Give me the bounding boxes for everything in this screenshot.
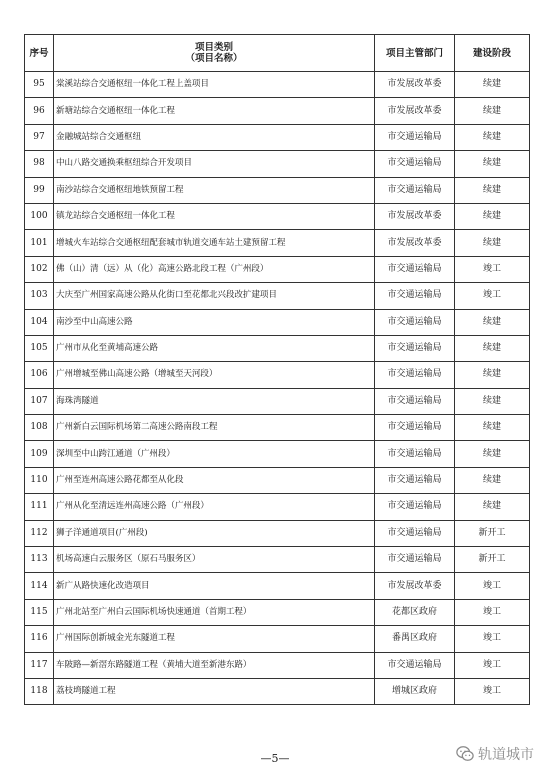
table-row bbox=[25, 283, 530, 309]
table-row bbox=[25, 177, 530, 203]
row-department: 市发展改革委 bbox=[375, 203, 455, 229]
page-number: —5— bbox=[260, 752, 290, 765]
row-project-name: 中山八路交通换乘枢纽综合开发项目 bbox=[54, 151, 375, 177]
row-stage: 续建 bbox=[455, 441, 530, 467]
row-department: 市交通运输局 bbox=[375, 335, 455, 361]
row-number: 100 bbox=[25, 203, 54, 229]
table-row bbox=[25, 599, 530, 625]
row-stage: 续建 bbox=[455, 335, 530, 361]
row-number: 115 bbox=[25, 599, 54, 625]
row-project-name: 大庆至广州国家高速公路从化街口至花都北兴段改扩建项目 bbox=[54, 283, 375, 309]
row-stage: 续建 bbox=[455, 362, 530, 388]
row-project-name: 佛（山）清（远）从（化）高速公路北段工程（广州段） bbox=[54, 256, 375, 282]
row-number: 95 bbox=[25, 72, 54, 98]
row-number: 111 bbox=[25, 494, 54, 520]
row-project-name: 南沙站综合交通枢纽地铁预留工程 bbox=[54, 177, 375, 203]
table-row bbox=[25, 467, 530, 493]
row-stage: 续建 bbox=[455, 494, 530, 520]
row-stage: 续建 bbox=[455, 124, 530, 150]
row-project-name: 海珠湾隧道 bbox=[54, 388, 375, 414]
row-department: 市交通运输局 bbox=[375, 520, 455, 546]
row-department: 市交通运输局 bbox=[375, 467, 455, 493]
row-number: 102 bbox=[25, 256, 54, 282]
row-project-name: 广州新白云国际机场第二高速公路南段工程 bbox=[54, 415, 375, 441]
header-name-line1: 项目类别 bbox=[194, 42, 233, 53]
table-row bbox=[25, 520, 530, 546]
row-number: 98 bbox=[25, 151, 54, 177]
table-row bbox=[25, 652, 530, 678]
row-project-name: 广州至连州高速公路花都至从化段 bbox=[54, 467, 375, 493]
row-number: 103 bbox=[25, 283, 54, 309]
row-department: 市交通运输局 bbox=[375, 441, 455, 467]
table-row bbox=[25, 494, 530, 520]
row-project-name: 广州北站至广州白云国际机场快速通道（首期工程） bbox=[54, 599, 375, 625]
row-number: 116 bbox=[25, 626, 54, 652]
row-project-name: 广州增城至佛山高速公路（增城至天河段） bbox=[54, 362, 375, 388]
row-number: 110 bbox=[25, 467, 54, 493]
row-department: 市交通运输局 bbox=[375, 547, 455, 573]
header-name-line2: （项目名称） bbox=[185, 53, 243, 64]
table-row bbox=[25, 362, 530, 388]
row-stage: 竣工 bbox=[455, 573, 530, 599]
row-number: 97 bbox=[25, 124, 54, 150]
row-stage: 续建 bbox=[455, 388, 530, 414]
row-project-name: 棠溪站综合交通枢纽一体化工程上盖项目 bbox=[54, 72, 375, 98]
row-department: 市交通运输局 bbox=[375, 309, 455, 335]
row-stage: 竣工 bbox=[455, 283, 530, 309]
row-department: 市发展改革委 bbox=[375, 72, 455, 98]
row-department: 番禺区政府 bbox=[375, 626, 455, 652]
row-stage: 竣工 bbox=[455, 626, 530, 652]
row-stage: 续建 bbox=[455, 151, 530, 177]
row-department: 市交通运输局 bbox=[375, 494, 455, 520]
header-dept: 项目主管部门 bbox=[375, 35, 455, 72]
row-stage: 竣工 bbox=[455, 256, 530, 282]
row-department: 市交通运输局 bbox=[375, 388, 455, 414]
row-number: 106 bbox=[25, 362, 54, 388]
table-row bbox=[25, 441, 530, 467]
row-department: 市交通运输局 bbox=[375, 283, 455, 309]
row-department: 花都区政府 bbox=[375, 599, 455, 625]
watermark-text: 轨道城市 bbox=[478, 747, 534, 763]
row-project-name: 荔枝塆隧道工程 bbox=[54, 678, 375, 704]
row-number: 96 bbox=[25, 98, 54, 124]
row-number: 105 bbox=[25, 335, 54, 361]
row-department: 市交通运输局 bbox=[375, 124, 455, 150]
table-row bbox=[25, 626, 530, 652]
row-stage: 竣工 bbox=[455, 599, 530, 625]
row-project-name: 车陂路—新滘东路隧道工程（黄埔大道至新港东路） bbox=[54, 652, 375, 678]
row-number: 113 bbox=[25, 547, 54, 573]
wechat-icon bbox=[456, 745, 474, 763]
row-project-name: 新广从路快速化改造项目 bbox=[54, 573, 375, 599]
row-department: 市交通运输局 bbox=[375, 362, 455, 388]
row-project-name: 金融城站综合交通枢纽 bbox=[54, 124, 375, 150]
row-stage: 续建 bbox=[455, 177, 530, 203]
row-project-name: 广州从化至清远连州高速公路（广州段） bbox=[54, 494, 375, 520]
row-number: 104 bbox=[25, 309, 54, 335]
row-stage: 续建 bbox=[455, 230, 530, 256]
row-number: 114 bbox=[25, 573, 54, 599]
row-project-name: 广州市从化至黄埔高速公路 bbox=[54, 335, 375, 361]
row-stage: 续建 bbox=[455, 98, 530, 124]
table-row bbox=[25, 256, 530, 282]
row-number: 109 bbox=[25, 441, 54, 467]
row-department: 市发展改革委 bbox=[375, 98, 455, 124]
row-project-name: 镇龙站综合交通枢纽一体化工程 bbox=[54, 203, 375, 229]
row-department: 市交通运输局 bbox=[375, 256, 455, 282]
row-stage: 续建 bbox=[455, 415, 530, 441]
row-stage: 续建 bbox=[455, 309, 530, 335]
row-project-name: 广州国际创新城金光东隧道工程 bbox=[54, 626, 375, 652]
row-stage: 新开工 bbox=[455, 547, 530, 573]
row-stage: 续建 bbox=[455, 203, 530, 229]
table-row bbox=[25, 309, 530, 335]
row-department: 市交通运输局 bbox=[375, 151, 455, 177]
table-header-row bbox=[25, 35, 530, 72]
row-number: 112 bbox=[25, 520, 54, 546]
row-project-name: 机场高速白云服务区（原石马服务区） bbox=[54, 547, 375, 573]
table-row bbox=[25, 547, 530, 573]
row-department: 市交通运输局 bbox=[375, 415, 455, 441]
header-num: 序号 bbox=[25, 35, 54, 72]
row-project-name: 狮子洋通道项目(广州段) bbox=[54, 520, 375, 546]
row-stage: 续建 bbox=[455, 467, 530, 493]
table-row bbox=[25, 151, 530, 177]
table-row bbox=[25, 72, 530, 98]
header-name bbox=[54, 35, 375, 72]
row-number: 101 bbox=[25, 230, 54, 256]
row-number: 99 bbox=[25, 177, 54, 203]
row-department: 市发展改革委 bbox=[375, 573, 455, 599]
project-table bbox=[24, 34, 530, 705]
row-number: 118 bbox=[25, 678, 54, 704]
row-department: 市发展改革委 bbox=[375, 230, 455, 256]
row-project-name: 深圳至中山跨江通道（广州段） bbox=[54, 441, 375, 467]
row-number: 107 bbox=[25, 388, 54, 414]
row-stage: 新开工 bbox=[455, 520, 530, 546]
row-stage: 续建 bbox=[455, 72, 530, 98]
table-row bbox=[25, 230, 530, 256]
row-number: 117 bbox=[25, 652, 54, 678]
table-row bbox=[25, 335, 530, 361]
row-department: 增城区政府 bbox=[375, 678, 455, 704]
row-stage: 竣工 bbox=[455, 678, 530, 704]
table-row bbox=[25, 203, 530, 229]
row-department: 市交通运输局 bbox=[375, 652, 455, 678]
table-row bbox=[25, 678, 530, 704]
header-stage: 建设阶段 bbox=[455, 35, 530, 72]
table-row bbox=[25, 415, 530, 441]
table-row bbox=[25, 388, 530, 414]
row-department: 市交通运输局 bbox=[375, 177, 455, 203]
row-number: 108 bbox=[25, 415, 54, 441]
table-row bbox=[25, 98, 530, 124]
table-row bbox=[25, 124, 530, 150]
row-stage: 竣工 bbox=[455, 652, 530, 678]
row-project-name: 新塘站综合交通枢纽一体化工程 bbox=[54, 98, 375, 124]
row-project-name: 南沙至中山高速公路 bbox=[54, 309, 375, 335]
table-row bbox=[25, 573, 530, 599]
watermark bbox=[456, 744, 534, 764]
row-project-name: 增城火车站综合交通枢纽配套城市轨道交通车站土建预留工程 bbox=[54, 230, 375, 256]
